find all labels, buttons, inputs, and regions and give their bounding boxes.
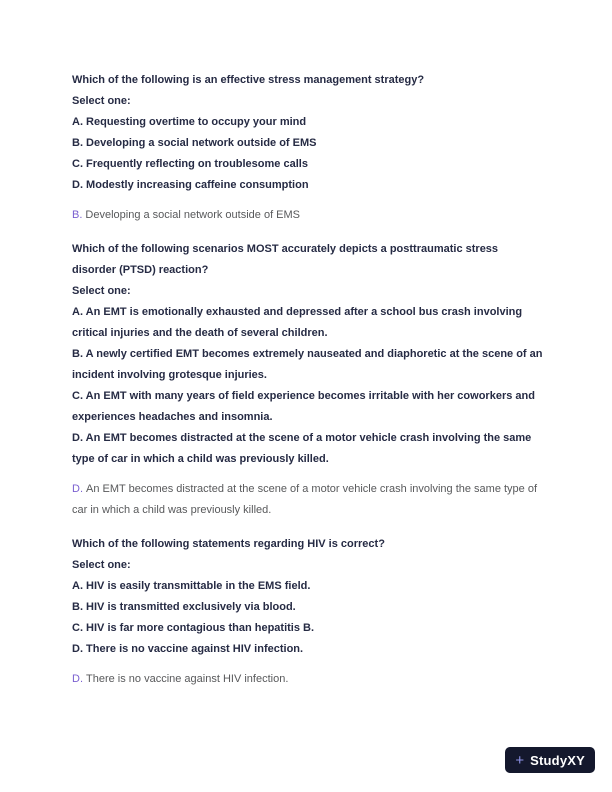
correct-answer	[72, 205, 544, 226]
select-one-label: Select one:	[72, 559, 131, 571]
correct-answer	[72, 479, 544, 521]
option-a: A. Requesting overtime to occupy your mind	[72, 116, 307, 128]
question-block-1	[72, 70, 544, 226]
option-b: B. HIV is transmitted exclusively via blood.	[72, 601, 296, 613]
select-one-label: Select one:	[72, 95, 131, 107]
option-b: B. Developing a social network outside of EMS	[72, 137, 317, 149]
option-d: D. Modestly increasing caffeine consumption	[72, 179, 309, 191]
option-a: A. An EMT is emotionally exhausted and depressed after a school bus crash involving critical injuries and the death of several children.	[72, 306, 523, 339]
answer-letter: D.	[72, 673, 83, 685]
answer-text: An EMT becomes distracted at the scene of a motor vehicle crash involving the same type of car in which a child was previously killed.	[72, 483, 538, 516]
option-c: C. Frequently reflecting on troublesome calls	[72, 158, 308, 170]
brand-name: StudyXY	[530, 752, 585, 768]
option-c: C. An EMT with many years of field experience becomes irritable with her coworkers and experiences headaches and insomnia.	[72, 390, 535, 423]
correct-answer	[72, 669, 544, 690]
option-c: C. HIV is far more contagious than hepatitis B.	[72, 622, 315, 634]
question-block-2	[72, 239, 544, 521]
option-a: A. HIV is easily transmittable in the EMS field.	[72, 580, 311, 592]
option-b: B. A newly certified EMT becomes extremely nauseated and diaphoretic at the scene of an incident involving grotesque injuries.	[72, 348, 543, 381]
question-title: Which of the following is an effective stress management strategy?	[72, 74, 425, 86]
answer-letter: D.	[72, 483, 83, 495]
option-d: D. An EMT becomes distracted at the scene of a motor vehicle crash involving the same type of car in which a child was previously killed.	[72, 432, 532, 465]
studyxy-brand-badge[interactable]	[505, 747, 595, 773]
option-d: D. There is no vaccine against HIV infection.	[72, 643, 304, 655]
plus-icon: +	[515, 751, 525, 769]
quiz-content	[72, 70, 544, 690]
answer-text: There is no vaccine against HIV infection.	[86, 673, 289, 685]
question-block-3	[72, 534, 544, 690]
select-one-label: Select one:	[72, 285, 131, 297]
answer-letter: B.	[72, 209, 83, 221]
question-title: Which of the following statements regarding HIV is correct?	[72, 538, 385, 550]
question-title: Which of the following scenarios MOST accurately depicts a posttraumatic stress disorder (PTSD) reaction?	[72, 243, 499, 276]
answer-text: Developing a social network outside of EMS	[85, 209, 301, 221]
